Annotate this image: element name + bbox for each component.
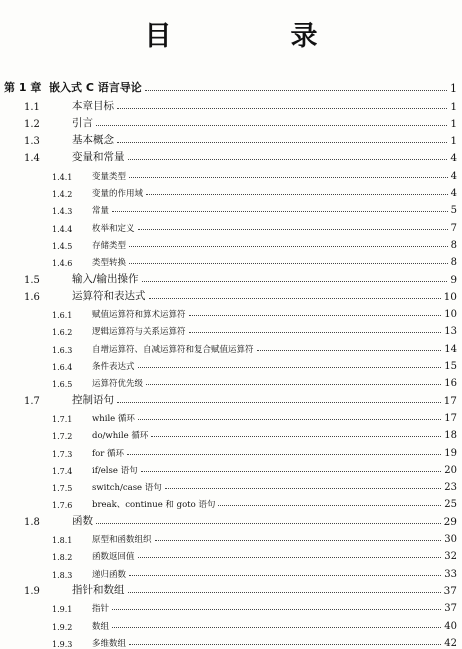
toc-entry-number: 1.9.1 [52,605,73,615]
dot-leader [112,211,448,212]
toc-entry-sub [0,303,462,320]
toc-entry-page-number: 10 [444,309,457,321]
toc-entry-number: 1.9 [24,585,40,597]
toc-entry-sub [0,614,462,631]
toc-entry-title: 指针和数组 [72,583,125,596]
toc-entry-title: if/else 语句 [92,465,138,476]
toc-entry-page-number: 9 [450,273,457,286]
dot-leader [138,229,448,230]
toc-entry-page-number: 25 [444,499,457,511]
toc-entry-sub [0,476,462,493]
dot-leader [146,194,448,195]
toc-entry-section [0,113,462,130]
toc-entry-page-number: 1 [450,117,457,130]
dot-leader [117,402,441,403]
dot-leader [142,281,448,282]
toc-entry-page-number: 19 [444,447,457,459]
toc-entry-number: 1.5 [24,274,40,286]
toc-entry-title: switch/case 语句 [92,483,162,494]
dot-leader [145,90,447,91]
toc-entry-number: 1.1 [24,101,40,113]
dot-leader [117,108,447,109]
toc-entry-title: while 循环 [92,413,135,424]
toc-entry-page-number: 23 [444,482,457,494]
dot-leader [189,332,442,333]
toc-entry-page-number: 29 [443,515,457,528]
toc-entry-number: 1.4.2 [52,190,73,200]
toc-entry-title: break、continue 和 goto 语句 [92,500,216,511]
toc-entry-number: 1.6.3 [52,345,73,355]
toc-entry-title: 赋值运算符和算术运算符 [92,310,186,321]
toc-entry-number: 1.8.3 [52,570,73,580]
toc-entry-title: 本章目标 [72,99,114,112]
toc-entry-title: 引言 [72,116,93,129]
toc-entry-title: 控制语句 [72,393,114,406]
dot-leader [129,644,441,645]
toc-entry-title: 递归函数 [92,569,127,580]
toc-entry-section [0,147,462,164]
toc-entry-title: 常量 [92,206,110,217]
dot-leader [189,315,442,316]
toc-entry-number: 1.4.1 [52,172,73,182]
toc-entry-page-number: 4 [450,188,457,200]
toc-entry-page-number: 1 [450,135,457,148]
toc-entry-page-number: 42 [444,637,457,649]
dot-leader [165,488,441,489]
dot-leader [112,627,441,628]
toc-entry-title: 基本概念 [72,134,114,147]
toc-entry-section [0,510,462,527]
dot-leader [96,125,447,126]
dot-leader [141,471,442,472]
toc-entry-section [0,130,462,147]
toc-entry-section [0,268,462,285]
dot-leader [151,436,441,437]
toc-entry-number: 第 1 章 [4,81,42,95]
dot-leader [138,367,442,368]
toc-entry-title: 运算符优先级 [92,379,144,390]
toc-entry-page-number: 4 [450,170,457,182]
table-of-contents [0,78,462,649]
toc-entry-page-number: 33 [444,568,457,580]
toc-entry-number: 1.7.6 [52,501,73,511]
toc-entry-title: 函数返回值 [92,552,135,563]
toc-entry-number: 1.6.2 [52,328,73,338]
toc-entry-number: 1.6.5 [52,380,73,390]
toc-entry-number: 1.4.6 [52,259,73,269]
toc-entry-number: 1.7.4 [52,466,73,476]
toc-entry-page-number: 15 [444,361,457,373]
toc-entry-page-number: 17 [443,394,457,407]
toc-entry-number: 1.3 [24,136,40,148]
toc-entry-page-number: 5 [450,205,457,217]
toc-entry-sub [0,528,462,545]
toc-entry-page-number: 1 [450,100,457,113]
toc-entry-title: 输入/输出操作 [72,272,139,285]
dot-leader [128,592,441,593]
toc-entry-sub [0,493,462,510]
dot-leader [112,609,441,610]
toc-entry-page-number: 40 [444,620,457,632]
toc-entry-number: 1.6.4 [52,363,73,373]
dot-leader [129,246,448,247]
toc-entry-sub [0,355,462,372]
toc-entry-title: 变量类型 [92,171,127,182]
toc-entry-number: 1.9.3 [52,639,73,649]
toc-entry-page-number: 32 [444,551,457,563]
toc-entry-sub [0,182,462,199]
toc-entry-number: 1.7.2 [52,432,73,442]
toc-entry-title: 指针 [92,604,110,615]
toc-entry-number: 1.9.2 [52,622,73,632]
toc-entry-sub [0,407,462,424]
toc-entry-number: 1.4 [24,153,40,165]
toc-entry-page-number: 18 [444,430,457,442]
toc-entry-page-number: 8 [450,239,457,251]
toc-entry-chapter [0,78,462,95]
dot-leader [257,350,442,351]
toc-entry-sub [0,441,462,458]
dot-leader [149,298,441,299]
toc-entry-page-number: 14 [444,343,457,355]
toc-entry-section [0,580,462,597]
toc-entry-title: 嵌入式 C 语言导论 [49,81,142,95]
dot-leader [146,384,441,385]
dot-leader [155,540,442,541]
toc-entry-title: 原型和函数组织 [92,535,152,546]
dot-leader [128,159,448,160]
toc-entry-page-number: 16 [444,378,457,390]
toc-entry-sub [0,424,462,441]
toc-entry-title: 函数 [72,514,93,527]
toc-entry-sub [0,597,462,614]
toc-entry-page-number: 20 [444,464,457,476]
dot-leader [138,419,441,420]
dot-leader [127,454,441,455]
dot-leader [129,575,441,576]
toc-entry-page-number: 7 [450,222,457,234]
toc-entry-page-number: 17 [444,412,457,424]
toc-entry-number: 1.7.1 [52,414,73,424]
toc-entry-title: 逻辑运算符与关系运算符 [92,327,186,338]
toc-entry-number: 1.7.5 [52,484,73,494]
toc-entry-title: 变量的作用域 [92,189,144,200]
toc-entry-page-number: 13 [444,326,457,338]
toc-entry-page-number: 37 [444,603,457,615]
toc-entry-section [0,389,462,406]
toc-entry-sub [0,199,462,216]
dot-leader [117,142,447,143]
toc-entry-number: 1.8.1 [52,536,73,546]
toc-entry-title: 运算符和表达式 [72,289,146,302]
dot-leader [138,557,442,558]
toc-entry-page-number: 8 [450,257,457,269]
toc-entry-number: 1.4.4 [52,224,73,234]
toc-entry-sub [0,164,462,181]
toc-entry-sub [0,562,462,579]
toc-entry-number: 1.2 [24,118,40,130]
toc-entry-title: 条件表达式 [92,362,135,373]
toc-entry-title: for 循环 [92,448,125,459]
toc-entry-sub [0,234,462,251]
toc-entry-number: 1.7.3 [52,449,73,459]
toc-entry-title: 变量和常量 [72,151,125,164]
toc-entry-title: 枚举和定义 [92,223,135,234]
toc-entry-sub [0,459,462,476]
toc-entry-section [0,286,462,303]
dot-leader [218,505,441,506]
dot-leader [129,263,448,264]
toc-entry-number: 1.4.3 [52,207,73,217]
toc-entry-title: do/while 循环 [92,431,149,442]
toc-entry-title: 存储类型 [92,240,127,251]
toc-entry-sub [0,320,462,337]
toc-entry-sub [0,545,462,562]
toc-entry-page-number: 1 [450,82,457,96]
toc-entry-number: 1.7 [24,395,40,407]
page-title: 目 录 [144,21,364,52]
toc-entry-number: 1.6.1 [52,311,73,321]
toc-entry-sub [0,216,462,233]
toc-entry-sub [0,372,462,389]
dot-leader [96,523,441,524]
toc-entry-sub [0,251,462,268]
toc-entry-page-number: 37 [443,584,457,597]
toc-entry-number: 1.4.5 [52,241,73,251]
toc-entry-title: 类型转换 [92,258,127,269]
toc-entry-title: 多维数组 [92,638,127,649]
toc-entry-number: 1.8 [24,516,40,528]
dot-leader [129,177,448,178]
toc-entry-title: 数组 [92,621,110,632]
toc-entry-number: 1.8.2 [52,553,73,563]
toc-entry-title: 自增运算符、自减运算符和复合赋值运算符 [92,344,254,355]
toc-entry-page-number: 4 [450,152,457,165]
toc-entry-sub [0,632,462,649]
toc-entry-number: 1.6 [24,291,40,303]
toc-entry-section [0,95,462,112]
toc-entry-sub [0,337,462,354]
toc-entry-page-number: 10 [443,290,457,303]
toc-entry-page-number: 30 [444,534,457,546]
